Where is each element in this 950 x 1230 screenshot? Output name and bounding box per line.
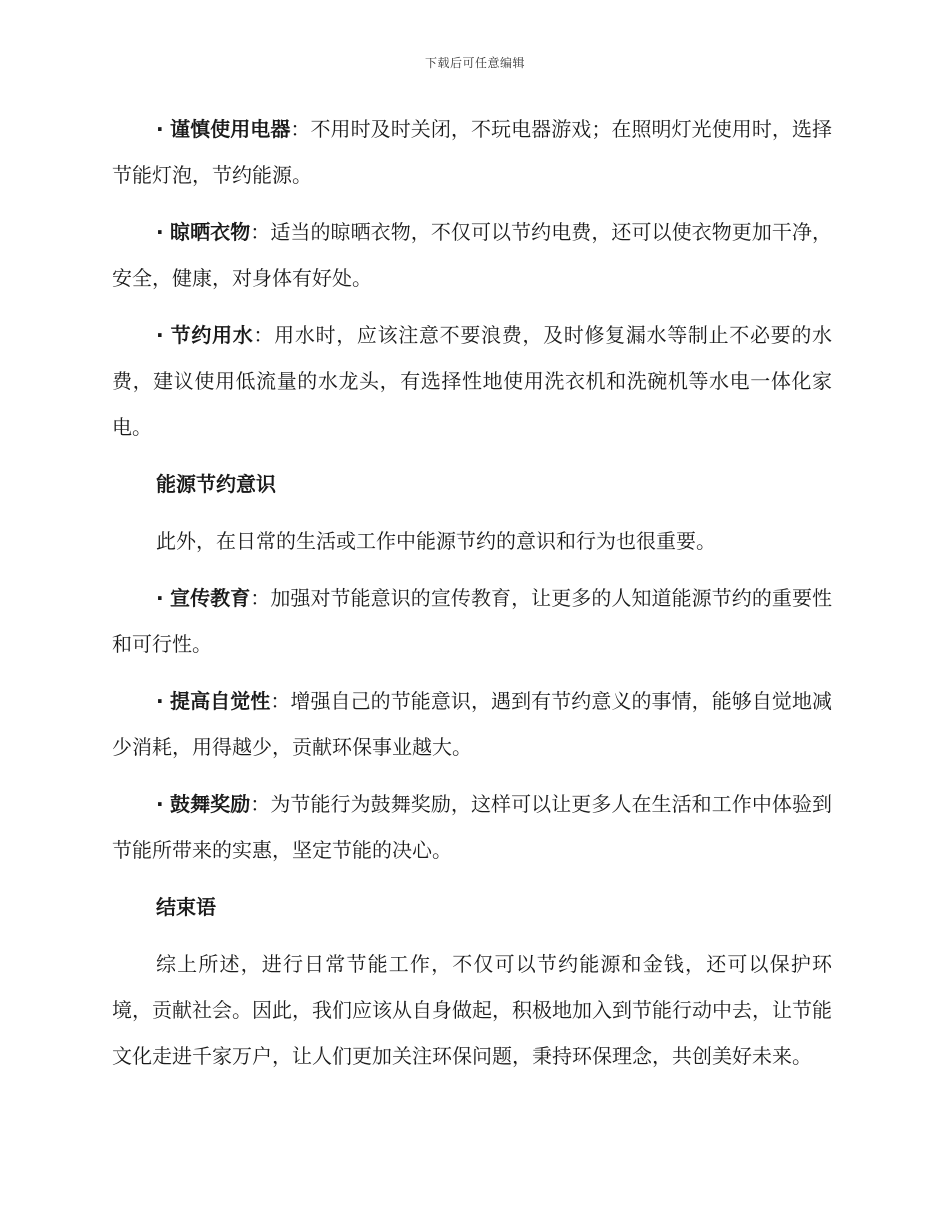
- bullet-dot: ·: [156, 220, 164, 244]
- page-header: 下载后可任意编辑: [424, 56, 525, 70]
- tip-drying: [112, 209, 832, 301]
- section-heading-awareness: 能源节约意识: [156, 472, 276, 496]
- conclusion-body: 综上所述，进行日常节能工作，不仅可以节约能源和金钱，还可以保护环境，贡献社会。因此，我们应该从自身做起，积极地加入到节能行动中去，让节能文化走进千家万户，让人们更加关注环保问题，秉持环保理念，共创美好未来。: [112, 952, 832, 1068]
- tip-term: 宣传教育: [170, 586, 251, 610]
- awareness-education: [112, 575, 832, 667]
- tip-term: 鼓舞奖励: [170, 792, 251, 816]
- awareness-self-discipline: [112, 678, 832, 770]
- tip-term: 晾晒衣物: [170, 220, 251, 244]
- bullet-dot: ·: [156, 689, 164, 713]
- tip-colon: ：: [250, 792, 271, 816]
- document-body: [112, 106, 832, 1090]
- bullet-dot: ·: [156, 323, 164, 347]
- tip-colon: ：: [290, 117, 311, 141]
- tip-electrical: [112, 106, 832, 198]
- awareness-rewards: [112, 781, 832, 873]
- tip-term: 谨慎使用电器: [170, 117, 291, 141]
- tip-body: 用水时，应该注意不要浪费，及时修复漏水等制止不必要的水费，建议使用低流量的水龙头，有选择性地使用洗衣机和洗碗机等水电一体化家电。: [112, 323, 833, 439]
- tip-term: 提高自觉性: [170, 689, 271, 713]
- tip-body: 适当的晾晒衣物，不仅可以节约电费，还可以使衣物更加干净，安全，健康，对身体有好处。: [112, 220, 833, 290]
- bullet-dot: ·: [156, 792, 164, 816]
- tip-water: [112, 312, 832, 450]
- awareness-intro: 此外，在日常的生活或工作中能源节约的意识和行为也很重要。: [156, 529, 716, 553]
- tip-colon: ：: [250, 586, 271, 610]
- tip-term: 节约用水: [170, 323, 254, 347]
- tip-colon: ：: [270, 689, 291, 713]
- section-heading-conclusion: 结束语: [156, 895, 216, 919]
- tip-body: 加强对节能意识的宣传教育，让更多的人知道能源节约的重要性和可行性。: [112, 586, 833, 656]
- tip-body: 不用时及时关闭，不玩电器游戏；在照明灯光使用时，选择节能灯泡，节约能源。: [112, 117, 833, 187]
- tip-colon: ：: [253, 323, 275, 347]
- tip-colon: ：: [250, 220, 271, 244]
- tip-body: 增强自己的节能意识，遇到有节约意义的事情，能够自觉地减少消耗，用得越少，贡献环保事业越大。: [112, 689, 833, 759]
- bullet-dot: ·: [156, 117, 164, 141]
- tip-body: 为节能行为鼓舞奖励，这样可以让更多人在生活和工作中体验到节能所带来的实惠，坚定节能的决心。: [112, 792, 833, 862]
- bullet-dot: ·: [156, 586, 164, 610]
